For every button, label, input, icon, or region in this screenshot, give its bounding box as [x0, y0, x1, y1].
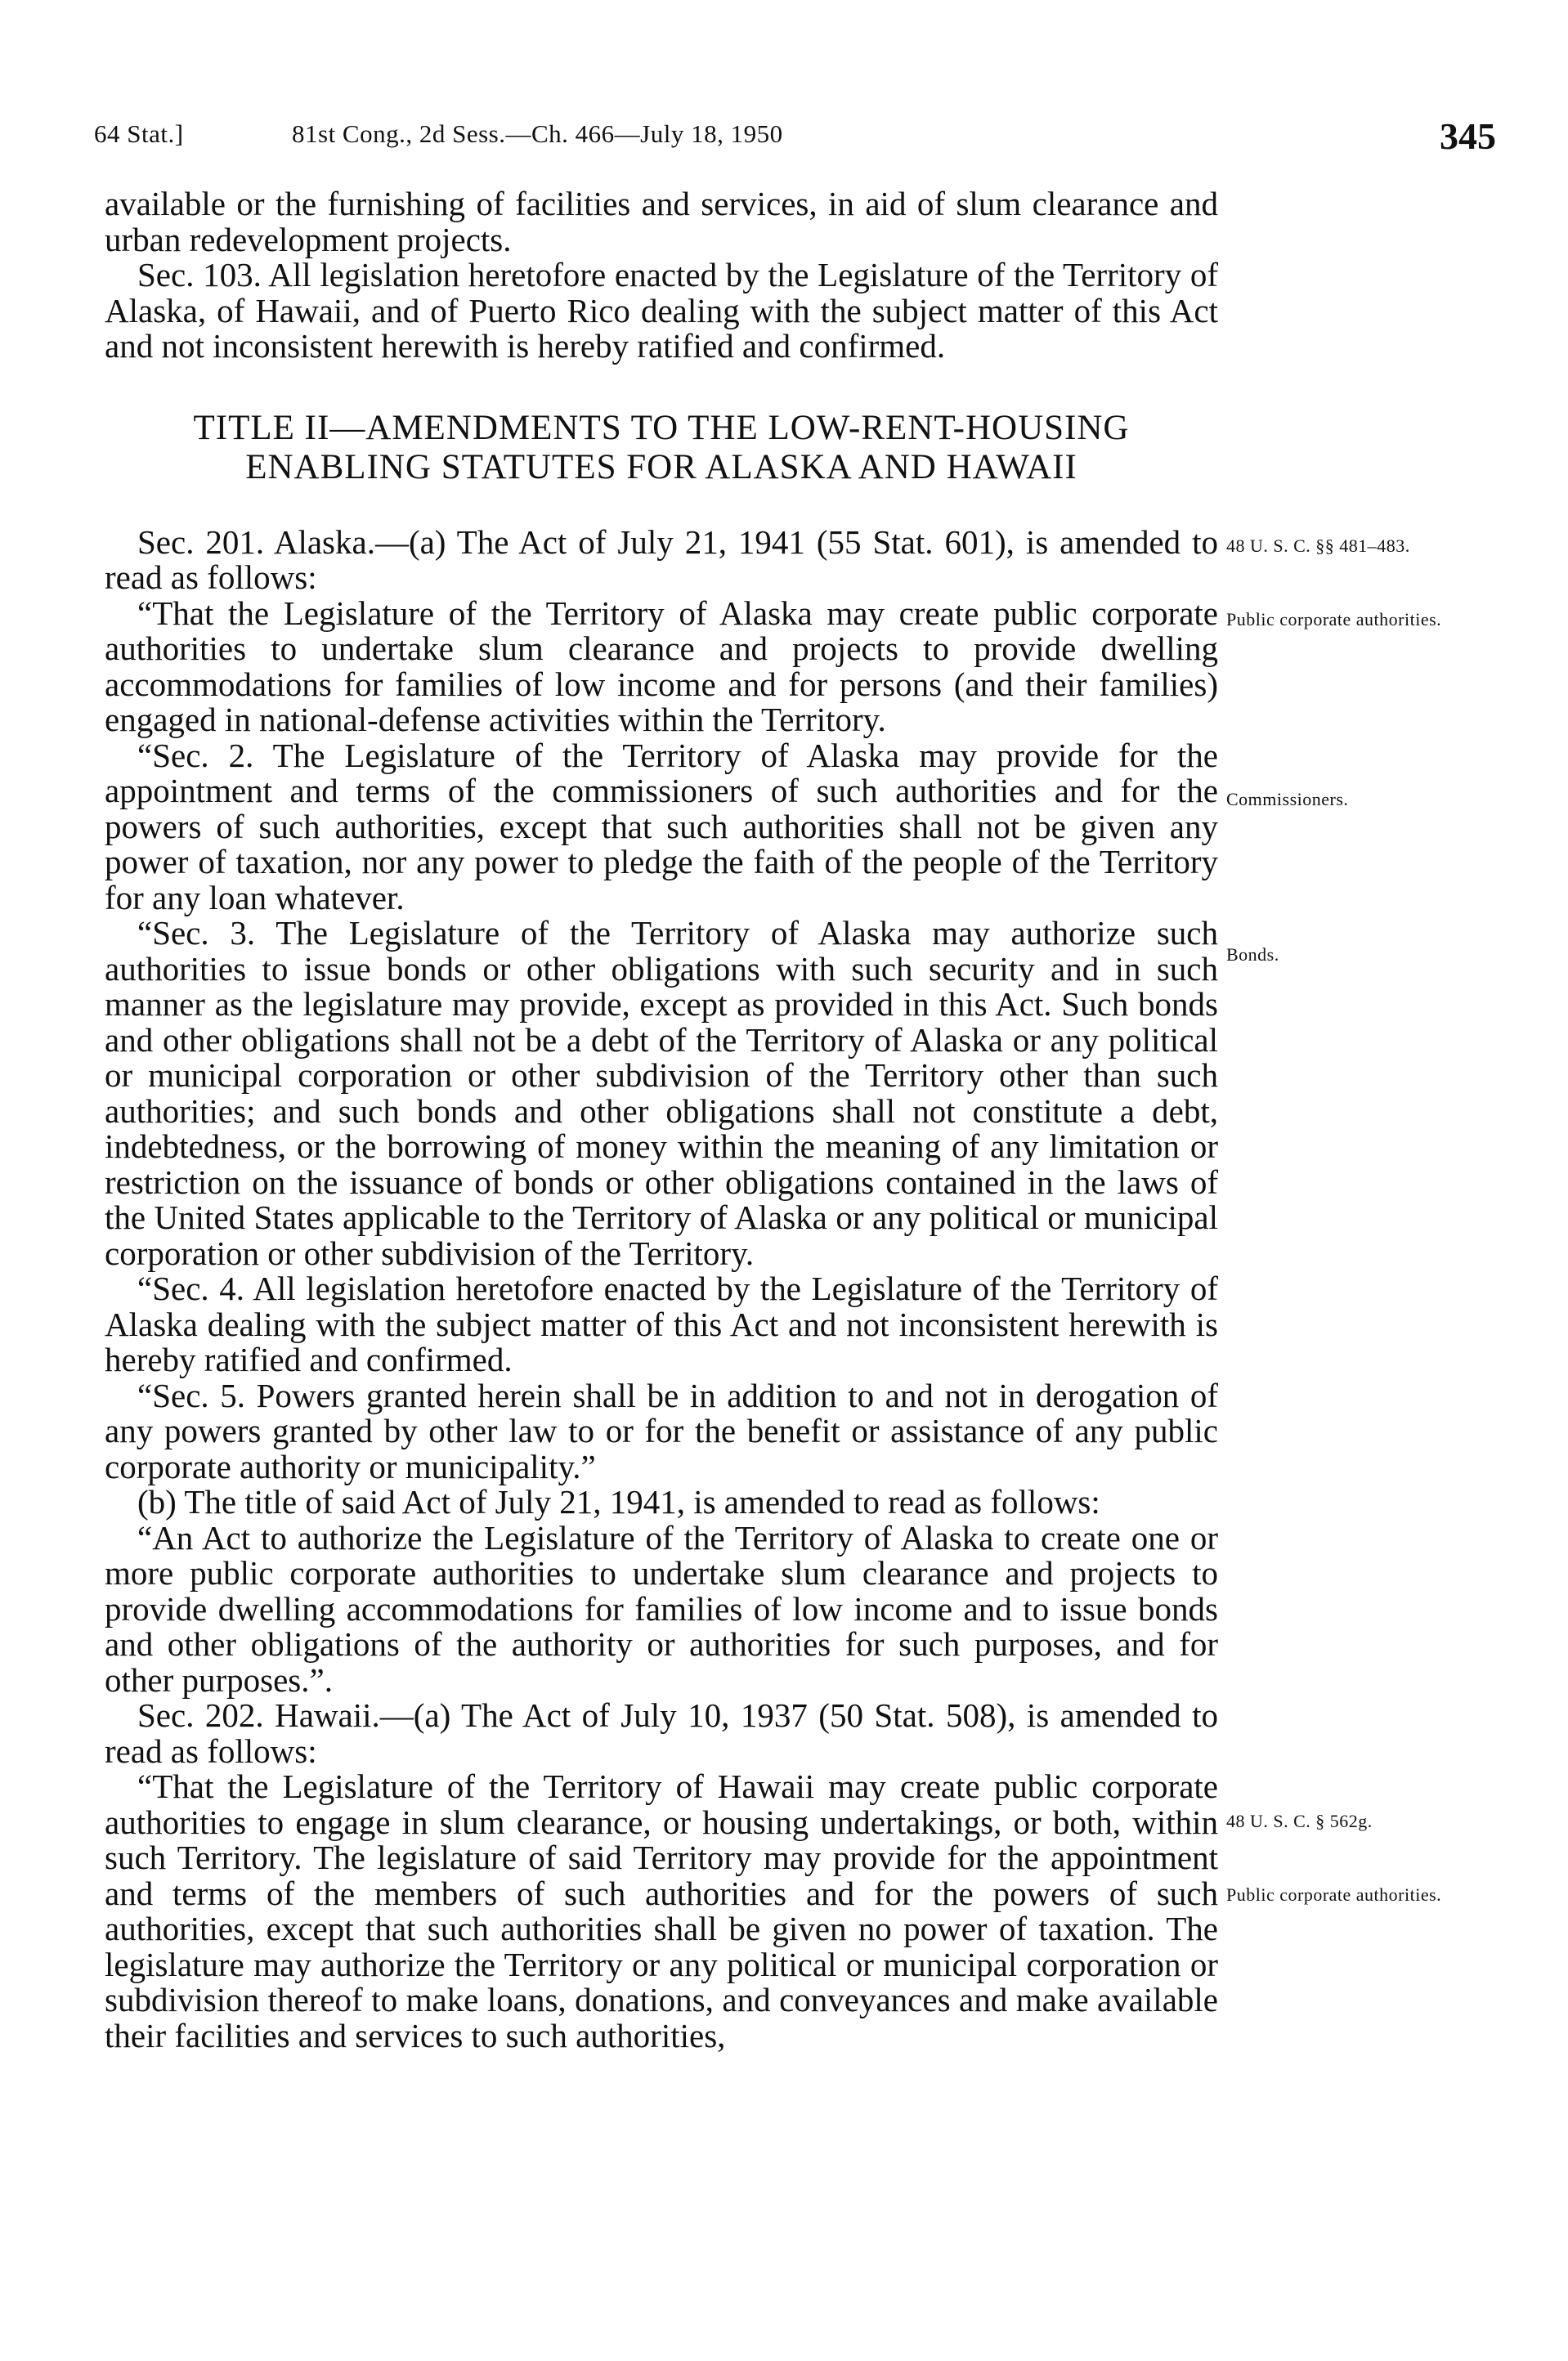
margin-note-bonds: Bonds.	[1226, 944, 1279, 965]
page-number: 345	[1440, 115, 1496, 157]
paragraph-act-title: “An Act to authorize the Legislature of the Territory of Alaska to create one or more public corporate authorities to undertake slum clearance and projects to provide dwelling accommodations for families of low income and to issue bonds and other obligations of the authority or authorities for such purposes, and for other purposes.”.	[105, 1518, 1218, 1699]
margin-note-public-corporate-hawaii: Public corporate authorities.	[1226, 1884, 1442, 1905]
margin-note-usc-481: 48 U. S. C. §§ 481–483.	[1226, 535, 1410, 556]
paragraph-alaska-sec-1: “That the Legislature of the Territory of Alaska may create public corporate authorities to undertake slum clearance and projects to provide dwelling accommodations for families of low income and for persons (and their families) engaged in national-defense activities within the Territory.	[105, 594, 1218, 738]
paragraph: available or the furnishing of facilities and services, in aid of slum clearance and urban redevelopment projects.	[105, 185, 1218, 258]
paragraph-hawaii: “That the Legislature of the Territory of Hawaii may create public corporate authorities to engage in slum clearance, or housing undertakings, or both, within such Territory. The legislature of said Territory may provide for the appointment and terms of the members of such authorities and for the powers of such authorities, except that such authorities shall be given no power of taxation. The legislature may authorize the Territory or any political or municipal corporation or subdivision thereof to make loans, donations, and conveyances and make available their facilities and services to such authorities,	[105, 1767, 1218, 2054]
session-chapter-date: 81st Cong., 2d Sess.—Ch. 466—July 18, 1950	[292, 119, 783, 148]
paragraph-sec-103: Sec. 103. All legislation heretofore enacted by the Legislature of the Territory of Alaska, of Hawaii, and of Puerto Rico dealing with the subject matter of this Act and not inconsistent herewith is hereby ratified and confirmed.	[105, 256, 1218, 365]
title-heading	[105, 409, 1218, 487]
paragraph-sec-201: Sec. 201. Alaska.—(a) The Act of July 21, 1941 (55 Stat. 601), is amended to read as follows:	[105, 522, 1218, 596]
paragraph-title-amendment: (b) The title of said Act of July 21, 1941, is amended to read as follows:	[137, 1483, 1100, 1521]
paragraph-alaska-sec-2: “Sec. 2. The Legislature of the Territory of Alaska may provide for the appointment and terms of the commissioners of such authorities and for the powers of such authorities, except that such authorities shall not be given any power of taxation, nor any power to pledge the faith of the people of the Territory for any loan whatever.	[105, 736, 1218, 916]
margin-note-usc-562g: 48 U. S. C. § 562g.	[1226, 1811, 1373, 1831]
title-line-2: ENABLING STATUTES FOR ALASKA AND HAWAII	[245, 447, 1077, 486]
title-line-1: TITLE II—AMENDMENTS TO THE LOW-RENT-HOUSING	[193, 408, 1130, 447]
running-header	[94, 114, 1496, 164]
paragraph-alaska-sec-5: “Sec. 5. Powers granted herein shall be in addition to and not in derogation of any powers granted by other law to or for the benefit or assistance of any public corporate authority or municipality.”	[105, 1376, 1218, 1485]
statute-reference: 64 Stat.]	[94, 119, 184, 148]
margin-note-public-corporate: Public corporate authorities.	[1226, 609, 1442, 629]
paragraph-alaska-sec-4: “Sec. 4. All legislation heretofore enacted by the Legislature of the Territory of Alaska dealing with the subject matter of this Act and not inconsistent herewith is hereby ratified and confirmed.	[105, 1270, 1218, 1378]
paragraph-sec-202: Sec. 202. Hawaii.—(a) The Act of July 10, 1937 (50 Stat. 508), is amended to read as follows:	[105, 1696, 1218, 1770]
margin-note-commissioners: Commissioners.	[1226, 789, 1349, 809]
body-text	[105, 186, 1218, 2054]
paragraph-alaska-sec-3: “Sec. 3. The Legislature of the Territory of Alaska may authorize such authorities to issue bonds or other obligations with such security and in such manner as the legislature may provide, except as provided in this Act. Such bonds and other obligations shall not be a debt of the Territory of Alaska or any political or municipal corporation or other subdivision of the Territory other than such authorities; and such bonds and other obligations shall not constitute a debt, indebtedness, or the borrowing of money within the meaning of any limitation or restriction on the issuance of bonds or other obligations contained in the laws of the United States applicable to the Territory of Alaska or any political or municipal corporation or other subdivision of the Territory.	[105, 914, 1218, 1272]
